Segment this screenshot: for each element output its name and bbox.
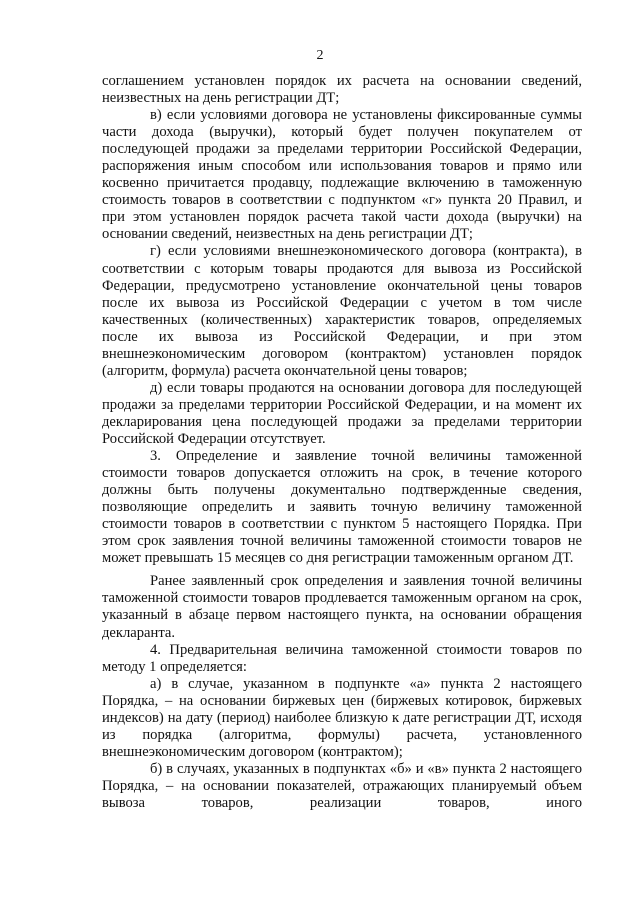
paragraph: б) в случаях, указанных в подпунктах «б» и «в» пункта 2 настоящего Порядка, – на основании показателей, отражающих планируемый объем вывоза товаров, реализации товаров, иного — [102, 760, 582, 811]
paragraph: 3. Определение и заявление точной величины таможенной стоимости товаров допускается отложить на срок, в течение которого должны быть получены документально подтвержденные сведения, позволяющие определить и заявить точную величину таможенной стоимости товаров в соответствии с пунктом 5 настоящего Порядка. При этом срок заявления точной величины таможенной стоимости товаров не может превышать 15 месяцев со дня регистрации таможенным органом ДТ. — [102, 448, 582, 567]
paragraph: Ранее заявленный срок определения и заявления точной величины таможенной стоимости товаров продлевается таможенным органом на срок, указанный в абзаце первом настоящего пункта, на основании обращения декларанта. — [102, 573, 582, 641]
paragraph: 4. Предварительная величина таможенной стоимости товаров по методу 1 определяется: — [102, 641, 582, 675]
paragraph: соглашением установлен порядок их расчета на основании сведений, неизвестных на день регистрации ДТ; — [102, 73, 582, 107]
paragraph: г) если условиями внешнеэкономического договора (контракта), в соответствии с которым товары продаются для вывоза из Российской Федерации, предусмотрено установление окончательной цены товаров после их вывоза из Российской Федерации с учетом в том числе качественных (количественных) характеристик товаров, определяемых после их вывоза из Российской Федерации, и при этом внешнеэкономическим договором (контрактом) установлен порядок (алгоритм, формула) расчета окончательной цены товаров; — [102, 243, 582, 379]
paragraph: д) если товары продаются на основании договора для последующей продажи за пределами территории Российской Федерации, и на момент их декларирования цена последующей продажи за пределами территории Российской Федерации отсутствует. — [102, 379, 582, 447]
paragraph: в) если условиями договора не установлены фиксированные суммы части дохода (выручки), который будет получен покупателем от последующей продажи за пределами территории Российской Федерации, распоряжения иным способом или использования товаров и прямо или косвенно причитается продавцу, подлежащие включению в таможенную стоимость товаров в соответствии с подпунктом «г» пункта 20 Правил, и при этом установлен порядок расчета такой части дохода (выручки) на основании сведений, неизвестных на день регистрации ДТ; — [102, 107, 582, 243]
paragraph: а) в случае, указанном в подпункте «а» пункта 2 настоящего Порядка, – на основании биржевых цен (биржевых котировок, биржевых индексов) на дату (период) наиболее близкую к дате регистрации ДТ, исходя из порядка (алгоритма, формулы) расчета, установленного внешнеэкономическим договором (контрактом); — [102, 675, 582, 760]
page-number: 2 — [316, 48, 324, 63]
document-body — [102, 73, 582, 812]
